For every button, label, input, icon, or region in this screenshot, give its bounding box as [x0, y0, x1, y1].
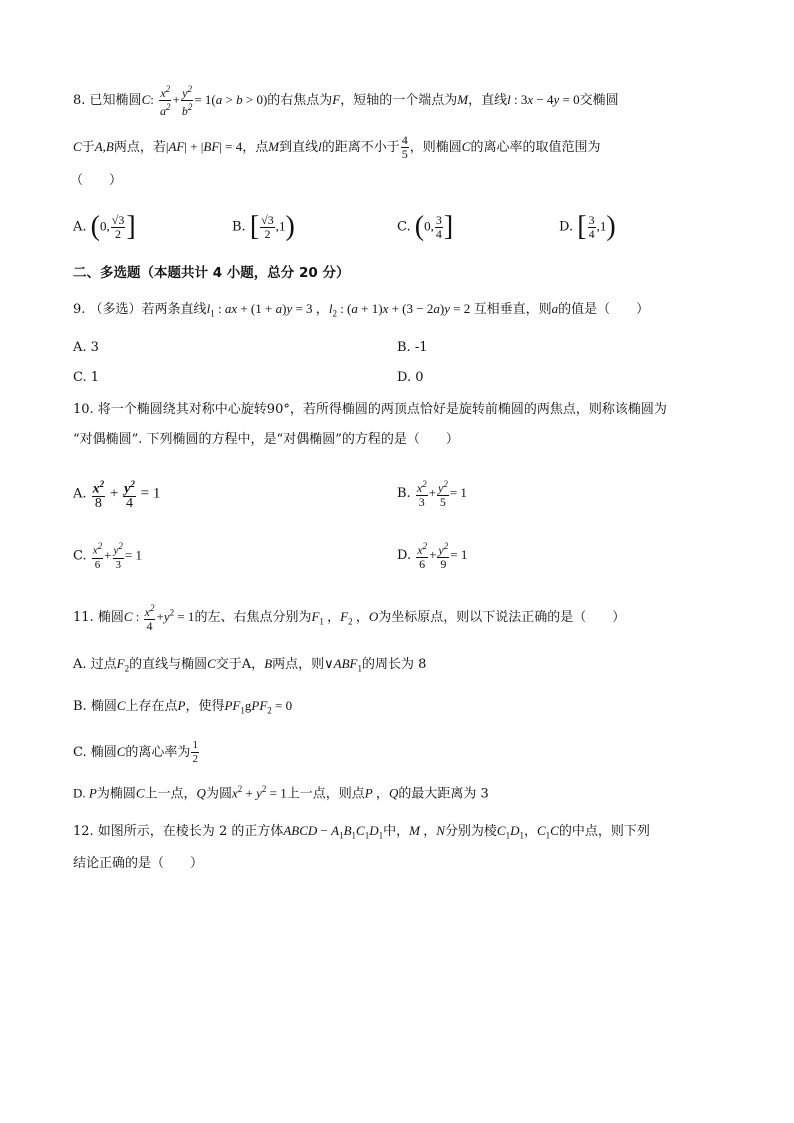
option-text: 为圆 — [205, 786, 232, 802]
option-text: 的最大距离为 3 — [398, 786, 489, 802]
q8-text: 两点，若 — [113, 140, 166, 155]
q8-option-c: C. (0, $\frac{3}{4}$ ] — [397, 211, 454, 242]
option-label: C. — [73, 548, 87, 564]
q11-text: 椭圆 — [97, 610, 124, 625]
q8-text: 的距离不小于 — [321, 140, 400, 155]
option-text: 的周长为 8 — [362, 657, 427, 672]
q10-option-a: A. $\frac{x^2}{8}$ + $\frac{y^2}{4}$ = 1 — [73, 479, 161, 511]
q8-number: 8. — [73, 93, 86, 108]
q8-text: ，短轴的一个端点为 — [340, 93, 458, 108]
option-text: 的直线与椭圆 — [129, 657, 208, 672]
option-label: D. — [397, 548, 412, 563]
option-label: B. — [232, 219, 246, 235]
option-text: B. 椭圆 — [73, 699, 117, 714]
option-text: 交于A， — [215, 657, 265, 672]
q12-line2: 结论正确的是（ ） — [73, 856, 204, 871]
option-text: 的离心率为 — [125, 745, 191, 760]
q8-text: 的离心率的取值范围为 — [470, 140, 601, 155]
option-text: 上一点，则点 — [286, 786, 365, 802]
option-label: A. — [73, 486, 87, 502]
q10-option-b: B. $\frac{x^2}{3}$ + $\frac{y^2}{5}$ = 1 — [397, 479, 467, 509]
q11-text: 的左、右焦点分别为 — [194, 610, 312, 625]
q8-text: ，直线 — [468, 93, 508, 108]
q9-number: 9. — [73, 302, 86, 317]
option-text: 为椭圆 — [96, 786, 136, 802]
q9-text: （多选）若两条直线 — [89, 302, 207, 317]
option-label: A. — [73, 219, 87, 235]
q8-text: 已知椭圆 — [89, 93, 142, 108]
q12-text: 12. 如图所示，在棱长为 2 的正方体 — [73, 824, 284, 839]
q11-number: 11. — [73, 610, 94, 625]
q8-text: 于 — [81, 140, 95, 155]
q11-option-a: A. 过点$F_2$的直线与椭圆C交于A，B两点，则$\vee ABF_1$的周长为 8 — [73, 656, 427, 674]
q9-option-c: C. 1 — [73, 370, 100, 385]
option-label: C. — [397, 219, 411, 235]
q8-text: 交椭圆 — [579, 93, 619, 108]
frac-x2-a2: $\frac{x^2}{a^2}$ — [160, 84, 171, 118]
section-title-multiple-choice: 二、多选题（本题共计 4 小题，总分 20 分） — [73, 265, 350, 281]
option-text: 上一点， — [144, 786, 197, 802]
q9-text: 的值是（ ） — [558, 302, 650, 317]
q12-text: 分别为棱 — [444, 824, 497, 839]
frac-y2-b2: $\frac{y^2}{b^2}$ — [181, 84, 193, 118]
q11-line1: 11. 椭圆C : $\frac{x^2}{4}$ $+y^2 = 1$的左、右焦点分别为$F_1$ ，$F_2$ ，O为坐标原点，则以下说法正确的是（ ） — [73, 603, 626, 633]
q10-line2: “对偶椭圆”. 下列椭圆的方程中，是“对偶椭圆”的方程的是（ ） — [73, 432, 459, 447]
q8-option-d: D. [ $\frac{3}{4}$ ,1) — [559, 211, 616, 242]
q12-line1: 12. 如图所示，在棱长为 2 的正方体ABCD − $A_1B_1C_1D_1$中，M ，N分别为棱$C_1D_1$，$C_1C$的中点，则下列 — [73, 823, 650, 841]
option-text: ，使得 — [185, 699, 225, 714]
q9-option-a: A. 3 — [73, 340, 99, 355]
q9-line1: 9. （多选）若两条直线$l_1$ : ax + (1 + a)y = 3 ，$l_2$ : (a + 1)x + (3 − 2a)y = 2 互相垂直，则a的值是（ ） — [73, 301, 650, 319]
q8-text: ，点 — [242, 140, 269, 155]
q11-option-b: B. 椭圆C上存在点P，使得$PF_1gPF_2 = 0$ — [73, 698, 293, 716]
q9-option-d: D. 0 — [397, 370, 424, 385]
q12-text: 的中点，则下列 — [558, 824, 650, 839]
q10-option-c: C. $\frac{x^2}{6}$ + $\frac{y^2}{3}$ = 1 — [73, 541, 142, 571]
q8-paren: （ ） — [70, 173, 123, 188]
q8-text: ，则椭圆 — [409, 140, 462, 155]
q8-line1: 8. 已知椭圆C: $\frac{x^2}{a^2}$ + $\frac{y^2}{b^2}$ = 1(a > b > 0)的右焦点为F，短轴的一个端点为M，直线l : 3x − 4y = 0交椭圆 — [73, 84, 619, 118]
option-label: B. — [397, 486, 411, 501]
q9-text: 互相垂直，则 — [473, 302, 552, 317]
math-ellipse-c: C — [141, 92, 151, 107]
option-text: C. 椭圆 — [73, 745, 117, 760]
q8-option-a: A. (0, $\frac{√3}{2}$ ] — [73, 211, 136, 242]
option-label: D. — [559, 219, 574, 235]
option-text: 上存在点 — [125, 699, 178, 714]
q12-text: 中， — [383, 824, 410, 839]
q9-option-b: B. -1 — [397, 340, 428, 355]
q10-line1: 10. 将一个椭圆绕其对称中心旋转90°，若所得椭圆的两顶点恰好是旋转前椭圆的两焦点，则称该椭圆为 — [73, 402, 667, 417]
q8-line2: C于A,B两点，若|AF| + |BF| = 4，点M到直线l的距离不小于 $\frac{4}{5}$ ，则椭圆C的离心率的取值范围为 — [73, 133, 601, 161]
option-text: 两点，则 — [272, 657, 325, 672]
q11-option-c: C. 椭圆C的离心率为 $\frac{1}{2}$ — [73, 739, 198, 765]
option-text: A. 过点 — [73, 657, 117, 672]
q8-text: 的右焦点为 — [267, 93, 333, 108]
q11-option-d: D. P为椭圆C上一点，Q为圆$x^2 + y^2 = 1$上一点，则点P ，Q的最大距离为 3 — [73, 784, 489, 802]
q8-text: 到直线 — [279, 140, 319, 155]
q11-text: 为坐标原点，则以下说法正确的是（ ） — [378, 610, 626, 625]
frac-4-5: $\frac{4}{5}$ — [401, 133, 408, 161]
q8-option-b: B. [ $\frac{√3}{2}$ ,1) — [232, 211, 295, 242]
q10-option-d: D. $\frac{x^2}{6}$ + $\frac{y^2}{9}$ = 1 — [397, 541, 468, 571]
